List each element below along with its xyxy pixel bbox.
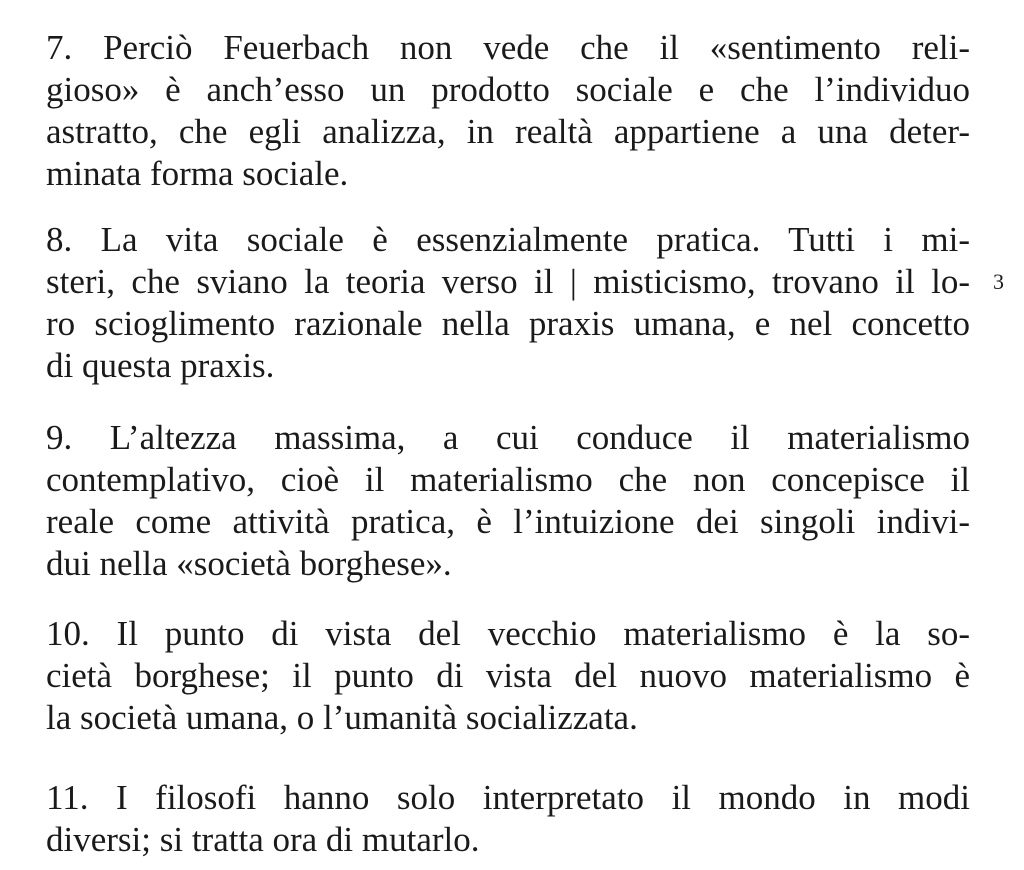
thesis-7: [46, 27, 970, 195]
text-line: diversi; si tratta ora di mutarlo.: [46, 820, 480, 859]
text-line: la società umana, o l’umanità socializzata.: [46, 698, 638, 737]
text-line: dui nella «società borghese».: [46, 544, 452, 583]
text-line: gioso» è anch’esso un prodotto sociale e che l’individuo: [46, 70, 970, 109]
text-line: 11. I filosofi hanno solo interpretato il mondo in modi: [46, 778, 970, 817]
text-line: di questa praxis.: [46, 346, 275, 385]
thesis-9: [46, 417, 970, 585]
text-line: 9. L’altezza massima, a cui conduce il materialismo: [46, 418, 970, 457]
text-line: minata forma sociale.: [46, 154, 349, 193]
text-line: ro scioglimento razionale nella praxis umana, e nel concetto: [46, 304, 970, 343]
text-line: 7. Perciò Feuerbach non vede che il «sentimento reli-: [46, 28, 970, 67]
text-line: 10. Il punto di vista del vecchio materialismo è la so-: [46, 614, 970, 653]
text-line: astratto, che egli analizza, in realtà appartiene a una deter-: [46, 112, 970, 151]
text-line: cietà borghese; il punto di vista del nuovo materialismo è: [46, 656, 970, 695]
text-line: reale come attività pratica, è l’intuizione dei singoli indivi-: [46, 502, 970, 541]
thesis-11: [46, 777, 970, 861]
thesis-8: [46, 219, 970, 387]
text-line: 8. La vita sociale è essenzialmente pratica. Tutti i mi-: [46, 220, 970, 259]
thesis-10: [46, 613, 970, 739]
margin-page-number: 3: [993, 269, 1004, 294]
text-line: steri, che sviano la teoria verso il | misticismo, trovano il lo-: [46, 262, 970, 301]
text-line: contemplativo, cioè il materialismo che non concepisce il: [46, 460, 970, 499]
